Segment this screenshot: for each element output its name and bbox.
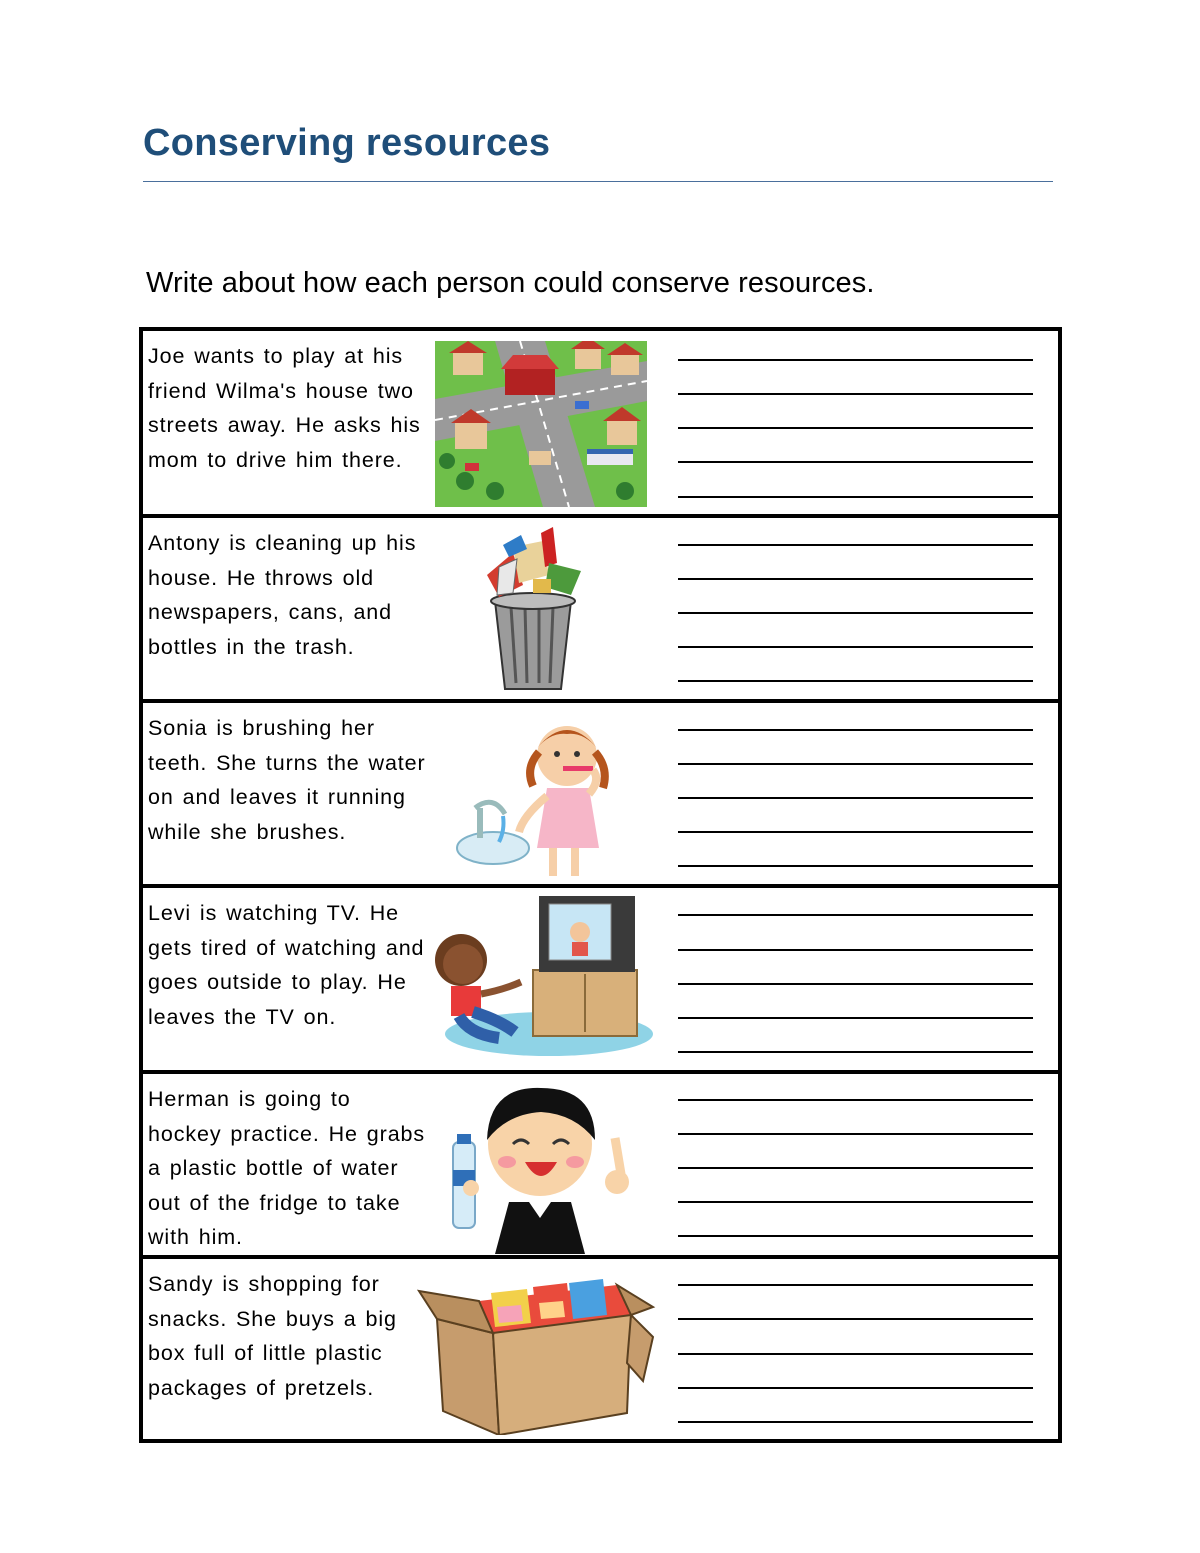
answer-lines bbox=[678, 888, 1033, 1070]
answer-line[interactable] bbox=[678, 1167, 1033, 1169]
answer-line[interactable] bbox=[678, 949, 1033, 951]
worksheet-row bbox=[143, 703, 1058, 888]
girl-brushing-teeth-illustration bbox=[453, 708, 627, 880]
worksheet-row bbox=[143, 1074, 1058, 1259]
worksheet-row bbox=[143, 518, 1058, 703]
answer-line[interactable] bbox=[678, 1284, 1033, 1286]
title-underline bbox=[143, 181, 1053, 182]
row-prompt: Levi is watching TV. He gets tired of watching and goes outside to play. He leaves the TV on. bbox=[148, 901, 425, 1029]
answer-line[interactable] bbox=[678, 680, 1033, 682]
answer-lines bbox=[678, 518, 1033, 699]
row-prompt: Herman is going to hockey practice. He grabs a plastic bottle of water out of the fridge to take with him. bbox=[148, 1087, 426, 1249]
answer-lines bbox=[678, 703, 1033, 884]
answer-lines bbox=[678, 1074, 1033, 1255]
answer-line[interactable] bbox=[678, 612, 1033, 614]
answer-line[interactable] bbox=[678, 1099, 1033, 1101]
answer-line[interactable] bbox=[678, 1051, 1033, 1053]
answer-line[interactable] bbox=[678, 1235, 1033, 1237]
overflowing-trash-can-illustration bbox=[473, 523, 593, 693]
answer-lines bbox=[678, 331, 1033, 514]
answer-line[interactable] bbox=[678, 461, 1033, 463]
answer-line[interactable] bbox=[678, 1133, 1033, 1135]
answer-line[interactable] bbox=[678, 578, 1033, 580]
page-title: Conserving resources bbox=[143, 122, 551, 164]
answer-line[interactable] bbox=[678, 1353, 1033, 1355]
boy-and-tv-illustration bbox=[429, 894, 655, 1064]
answer-line[interactable] bbox=[678, 1387, 1033, 1389]
answer-line[interactable] bbox=[678, 831, 1033, 833]
answer-line[interactable] bbox=[678, 496, 1033, 498]
row-prompt: Joe wants to play at his friend Wilma's house two streets away. He asks his mom to drive him there. bbox=[148, 344, 421, 472]
worksheet-row bbox=[143, 1259, 1058, 1439]
answer-line[interactable] bbox=[678, 797, 1033, 799]
answer-line[interactable] bbox=[678, 359, 1033, 361]
instructions: Write about how each person could conserve resources. bbox=[146, 267, 875, 299]
answer-line[interactable] bbox=[678, 729, 1033, 731]
row-prompt: Antony is cleaning up his house. He throws old newspapers, cans, and bottles in the trash. bbox=[148, 531, 417, 659]
answer-line[interactable] bbox=[678, 983, 1033, 985]
answer-line[interactable] bbox=[678, 914, 1033, 916]
box-of-snack-packs-illustration bbox=[417, 1263, 657, 1435]
answer-line[interactable] bbox=[678, 1017, 1033, 1019]
answer-line[interactable] bbox=[678, 865, 1033, 867]
row-prompt: Sonia is brushing her teeth. She turns the water on and leaves it running while she brushes. bbox=[148, 716, 426, 844]
answer-line[interactable] bbox=[678, 544, 1033, 546]
answer-line[interactable] bbox=[678, 763, 1033, 765]
worksheet-row bbox=[143, 331, 1058, 518]
boy-with-water-bottle-illustration bbox=[445, 1078, 641, 1254]
worksheet-table bbox=[139, 327, 1062, 1443]
answer-line[interactable] bbox=[678, 393, 1033, 395]
row-prompt: Sandy is shopping for snacks. She buys a big box full of little plastic packages of pretzels. bbox=[148, 1272, 397, 1400]
answer-lines bbox=[678, 1259, 1033, 1439]
answer-line[interactable] bbox=[678, 1201, 1033, 1203]
worksheet-row bbox=[143, 888, 1058, 1074]
answer-line[interactable] bbox=[678, 1421, 1033, 1423]
answer-line[interactable] bbox=[678, 646, 1033, 648]
town-streets-illustration bbox=[435, 341, 647, 507]
answer-line[interactable] bbox=[678, 1318, 1033, 1320]
answer-line[interactable] bbox=[678, 427, 1033, 429]
